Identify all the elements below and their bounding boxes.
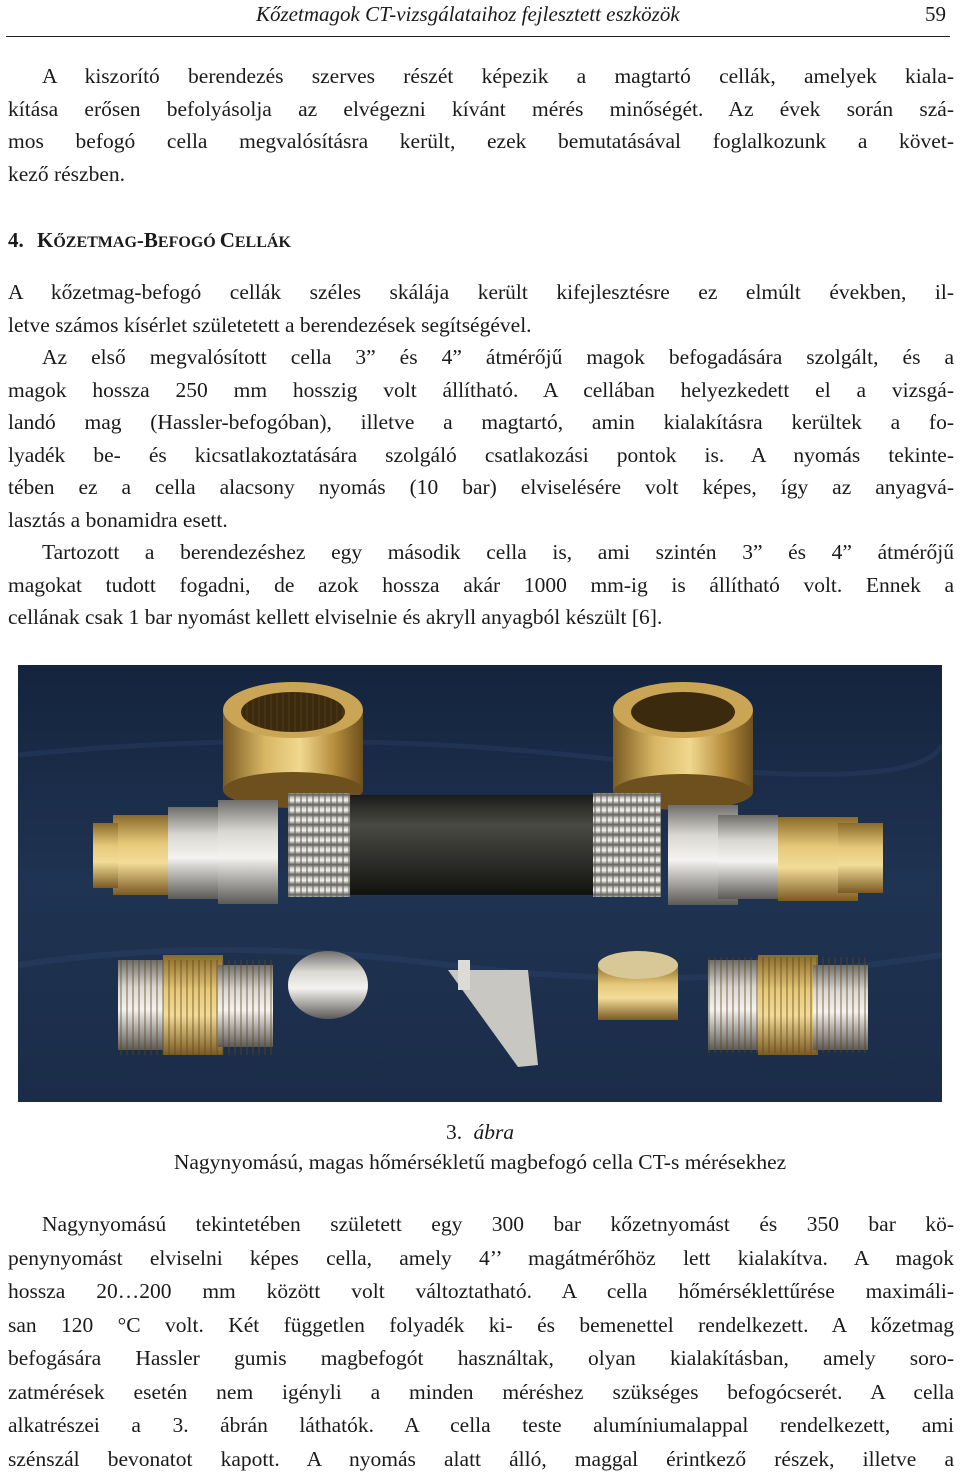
- text-line: san 120 °C volt. Két független folyadék ki- és bemenettel rendelkezett. A kőzetmag: [8, 1309, 954, 1343]
- intro-paragraph: [8, 60, 954, 190]
- disc-left: [288, 951, 368, 1019]
- section-number: 4.: [8, 228, 24, 252]
- brass-nut-left: [223, 682, 363, 808]
- paragraph-4: [8, 1208, 954, 1476]
- running-title: Kőzetmagok CT-vizsgálataihoz fejlesztett eszközök: [256, 2, 680, 27]
- text-line: Tartozott a berendezéshez egy második cella is, ami szintén 3” és 4” átmérőjű: [8, 536, 954, 569]
- text-line: magok hossza 250 mm hosszig volt állítható. A cellában helyezkedett el a vizsgá-: [8, 374, 954, 407]
- threaded-rings-right: [708, 955, 868, 1055]
- figure-label: [0, 1120, 960, 1145]
- threaded-rings-left: [118, 955, 273, 1055]
- disc-right: [598, 951, 678, 1020]
- core-holder-tube: [288, 793, 661, 897]
- text-line: cellának csak 1 bar nyomást kellett elviselnie és akryll anyagból készült [6].: [8, 601, 954, 634]
- text-line: tében ez a cella alacsony nyomás (10 bar) elviselésére volt képes, így az anyagvá-: [8, 471, 954, 504]
- section-heading: [8, 228, 291, 253]
- figure-photo: [18, 665, 942, 1102]
- text-line: szénszál bevonatot kapott. A nyomás alatt álló, maggal érintkező részek, illetve a: [8, 1443, 954, 1476]
- text-line: Az első megvalósított cella 3” és 4” átmérőjű magok befogadására szolgált, és a: [8, 341, 954, 374]
- end-cap-left: [93, 800, 278, 904]
- text-line: magokat tudott fogadni, de azok hossza akár 1000 mm-ig is állítható volt. Ennek a: [8, 569, 954, 602]
- running-header: [6, 0, 950, 36]
- paragraph-1: [8, 276, 954, 341]
- text-line: A kőzetmag-befogó cellák széles skálája került kifejlesztésre ez elmúlt években, il-: [8, 276, 954, 309]
- text-line: zatmérések esetén nem igényli a minden méréshez szükséges befogócserét. A cella: [8, 1376, 954, 1410]
- text-line: landó mag (Hassler-befogóban), illetve a magtartó, amin kialakításra kerültek a fo-: [8, 406, 954, 439]
- text-line: A kiszorító berendezés szerves részét képezik a magtartó cellák, amelyek kiala-: [8, 60, 954, 93]
- end-cap-right: [668, 805, 883, 905]
- page-number: 59: [925, 2, 946, 27]
- paragraph-2: [8, 341, 954, 536]
- figure-caption: Nagynyomású, magas hőmérsékletű magbefogó cella CT-s mérésekhez: [0, 1150, 960, 1175]
- figure-word: ábra: [473, 1120, 514, 1144]
- text-line: mos befogó cella megvalósításra került, ezek bemutatásával foglalkozunk a követ-: [8, 125, 954, 158]
- text-line: alkatrészei a 3. ábrán láthatók. A cella teste alumíniumalappal rendelkezett, ami: [8, 1409, 954, 1443]
- section-title: KŐZETMAG-BEFOGÓ CELLÁK: [37, 228, 291, 252]
- paragraph-3: [8, 536, 954, 634]
- text-line: hossza 20…200 mm között volt változtatható. A cella hőmérséklettűrése maximáli-: [8, 1275, 954, 1309]
- text-line: Nagynyomású tekintetében született egy 300 bar kőzetnyomást és 350 bar kö-: [8, 1208, 954, 1242]
- text-line: lasztás a bonamidra esett.: [8, 504, 954, 537]
- text-line: letve számos kísérlet születetett a berendezések segítségével.: [8, 309, 954, 342]
- text-line: befogására Hassler gumis magbefogót használtak, olyan kialakításban, amely soro-: [8, 1342, 954, 1376]
- text-line: penynyomást elviselni képes cella, amely 4’’ magátmérőhöz lett kialakítva. A magok: [8, 1242, 954, 1276]
- text-line: lyadék be- és kicsatlakoztatására szolgáló csatlakozási pontok is. A nyomás tekinte-: [8, 439, 954, 472]
- text-line: kező részben.: [8, 158, 954, 191]
- brass-nut-right: [613, 682, 753, 810]
- figure-number: 3.: [446, 1120, 462, 1144]
- text-line: kítása erősen befolyásolja az elvégezni kívánt mérés minőségét. Az évek során szá-: [8, 93, 954, 126]
- header-rule: [6, 36, 950, 37]
